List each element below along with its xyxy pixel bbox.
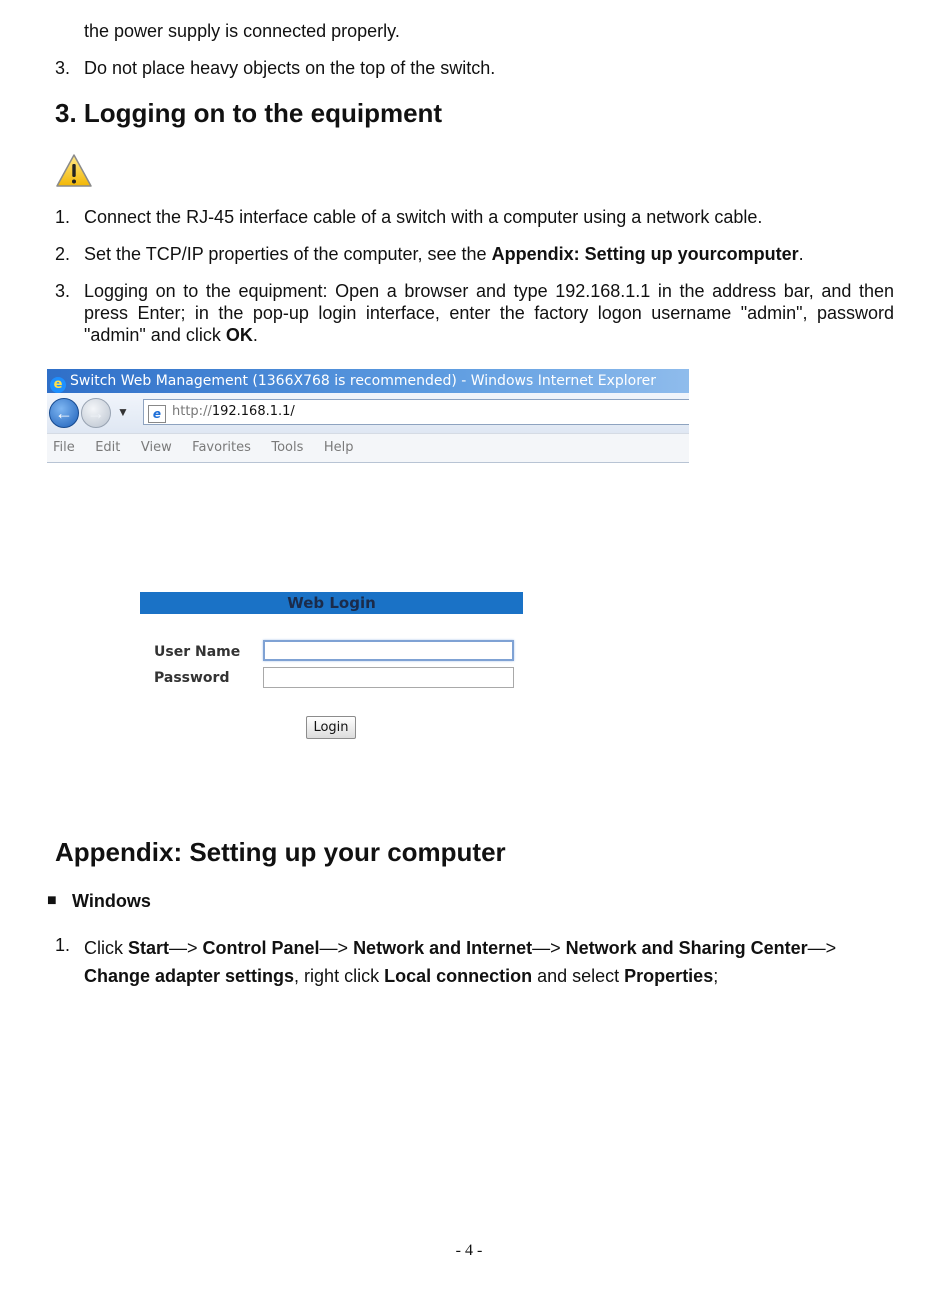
ui-path-network-internet: Network and Internet <box>353 938 533 958</box>
ui-path-adapter-settings: Change adapter settings <box>84 966 295 986</box>
browser-menu-bar <box>47 433 689 462</box>
address-protocol: http:// <box>172 404 212 419</box>
menu-favorites[interactable]: Favorites <box>192 440 251 455</box>
page-icon: e <box>148 405 166 423</box>
bullet-square-icon: ■ <box>47 892 57 909</box>
password-label: Password <box>154 670 230 686</box>
step-text-part: Logging on to the equipment: Open a browser and type 192.168.1.1 in the address bar, and then press Enter; in the pop-up login interface, enter the factory logon username "admin", password "admin" and click <box>84 281 894 345</box>
arrow-separator: —> <box>807 938 837 958</box>
step-text <box>84 243 894 265</box>
step-number: 1. <box>55 935 71 955</box>
step-number: 1. <box>55 207 71 227</box>
browser-title: Switch Web Management (1366X768 is recommended) - Windows Internet Explorer <box>70 373 657 389</box>
password-field[interactable] <box>263 667 514 688</box>
ui-path-properties: Properties <box>624 966 714 986</box>
step-text-part: Set the TCP/IP properties of the computer, see the <box>84 244 492 264</box>
step-text-part: ; <box>713 966 719 986</box>
arrow-separator: —> <box>319 938 354 958</box>
step-text <box>84 280 894 346</box>
username-field[interactable] <box>263 640 514 661</box>
list-item-text: Do not place heavy objects on the top of the switch. <box>84 58 496 78</box>
password-input[interactable] <box>264 668 513 687</box>
browser-screenshot <box>47 369 689 463</box>
ui-path-local-connection: Local connection <box>384 966 533 986</box>
step-text-part: . <box>252 325 258 345</box>
step-number: 3. <box>55 281 71 301</box>
ui-path-sharing-center: Network and Sharing Center <box>565 938 808 958</box>
username-label: User Name <box>154 644 241 660</box>
forward-arrow-icon[interactable]: → <box>81 398 111 428</box>
address-host: 192.168.1.1/ <box>211 404 295 419</box>
web-login-header: Web Login <box>140 592 523 614</box>
appendix-title: Appendix: Setting up your computer <box>55 837 506 867</box>
section-title: 3. Logging on to the equipment <box>55 98 443 128</box>
back-arrow-icon[interactable]: ← <box>49 398 79 428</box>
list-number: 3. <box>55 58 71 78</box>
login-button[interactable]: Login <box>306 716 356 739</box>
step-text-part: , right click <box>294 966 385 986</box>
step-text <box>84 934 894 990</box>
username-input[interactable] <box>265 642 512 659</box>
chevron-down-icon[interactable]: ▼ <box>117 405 129 419</box>
ui-path-start: Start <box>128 938 170 958</box>
browser-title-bar <box>47 369 689 393</box>
menu-help[interactable]: Help <box>323 440 354 455</box>
step-text-part: and select <box>532 966 625 986</box>
menu-view[interactable]: View <box>140 440 172 455</box>
step-text-part: . <box>798 244 804 264</box>
step-number: 2. <box>55 244 71 264</box>
menu-edit[interactable]: Edit <box>95 440 121 455</box>
arrow-separator: —> <box>169 938 203 958</box>
arrow-separator: —> <box>532 938 566 958</box>
menu-file[interactable]: File <box>53 440 75 455</box>
step-text: Connect the RJ-45 interface cable of a switch with a computer using a network cable. <box>84 207 763 227</box>
os-heading: Windows <box>72 891 151 911</box>
ok-reference: OK <box>225 325 253 345</box>
step-text-part: Click <box>84 938 128 958</box>
ie-logo-icon: e <box>50 377 66 393</box>
appendix-reference: Appendix: Setting up yourcomputer <box>491 244 799 264</box>
address-bar[interactable] <box>143 399 689 425</box>
menu-tools[interactable]: Tools <box>271 440 304 455</box>
continued-text: the power supply is connected properly. <box>84 21 400 41</box>
ui-path-control-panel: Control Panel <box>202 938 320 958</box>
browser-nav-bar <box>47 393 689 433</box>
page-number: - 4 - <box>455 1242 483 1259</box>
warning-triangle-icon <box>55 153 93 188</box>
